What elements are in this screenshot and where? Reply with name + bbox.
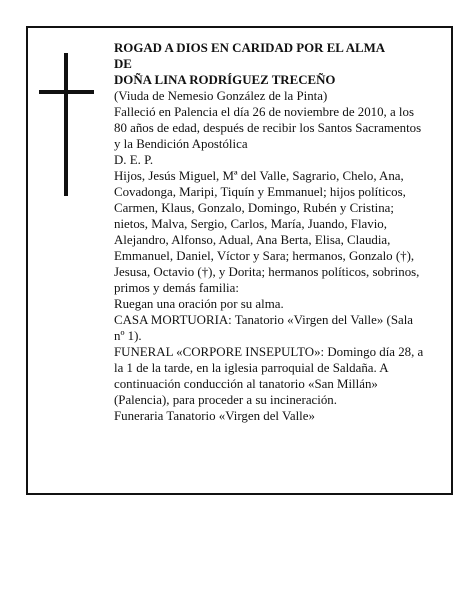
prayer-request: Ruegan una oración por su alma.: [114, 297, 284, 311]
obituary-text: [114, 40, 424, 424]
rip-line: D. E. P.: [114, 153, 154, 167]
death-notice: Falleció en Palencia el día 26 de noviembre de 2010, a los 80 años de edad, después de recibir los Santos Sacramentos y la Bendición Apostólica: [114, 105, 422, 151]
heading-line-2: DE: [114, 57, 132, 71]
funeral-info: FUNERAL «CORPORE INSEPULTO»: Domingo día 28, a la 1 de la tarde, en la iglesia parroquial de Saldaña. A continuación conducción al tanatorio «San Millán» (Palencia), para proceder a su incineración.: [114, 345, 424, 407]
heading-line-1: ROGAD A DIOS EN CARIDAD POR EL ALMA: [114, 41, 386, 55]
widow-note: (Viuda de Nemesio González de la Pinta): [114, 89, 328, 103]
funeral-home: Funeraria Tanatorio «Virgen del Valle»: [114, 409, 315, 423]
cross-icon-horizontal: [39, 90, 94, 94]
deceased-name: DOÑA LINA RODRÍGUEZ TRECEÑO: [114, 73, 336, 87]
family-list: Hijos, Jesús Miguel, Mª del Valle, Sagrario, Chelo, Ana, Covadonga, Maripi, Tiquín y Emmanuel; hijos políticos, Carmen, Klaus, Gonzalo, Domingo, Rubén y Cristina; nietos, Malva, Sergio, Carlos, María, Juando, Flavio, Alejandro, Alfonso, Adual, Ana Berta, Elisa, Claudia, Emmanuel, Daniel, Víctor y Sara; hermanos, Gonzalo (†), Jesusa, Octavio (†), y Dorita; hermanos políticos, sobrinos, primos y demás familia:: [114, 169, 420, 295]
mortuary-info: CASA MORTUORIA: Tanatorio «Virgen del Valle» (Sala nº 1).: [114, 313, 414, 343]
cross-icon-vertical: [64, 53, 68, 196]
